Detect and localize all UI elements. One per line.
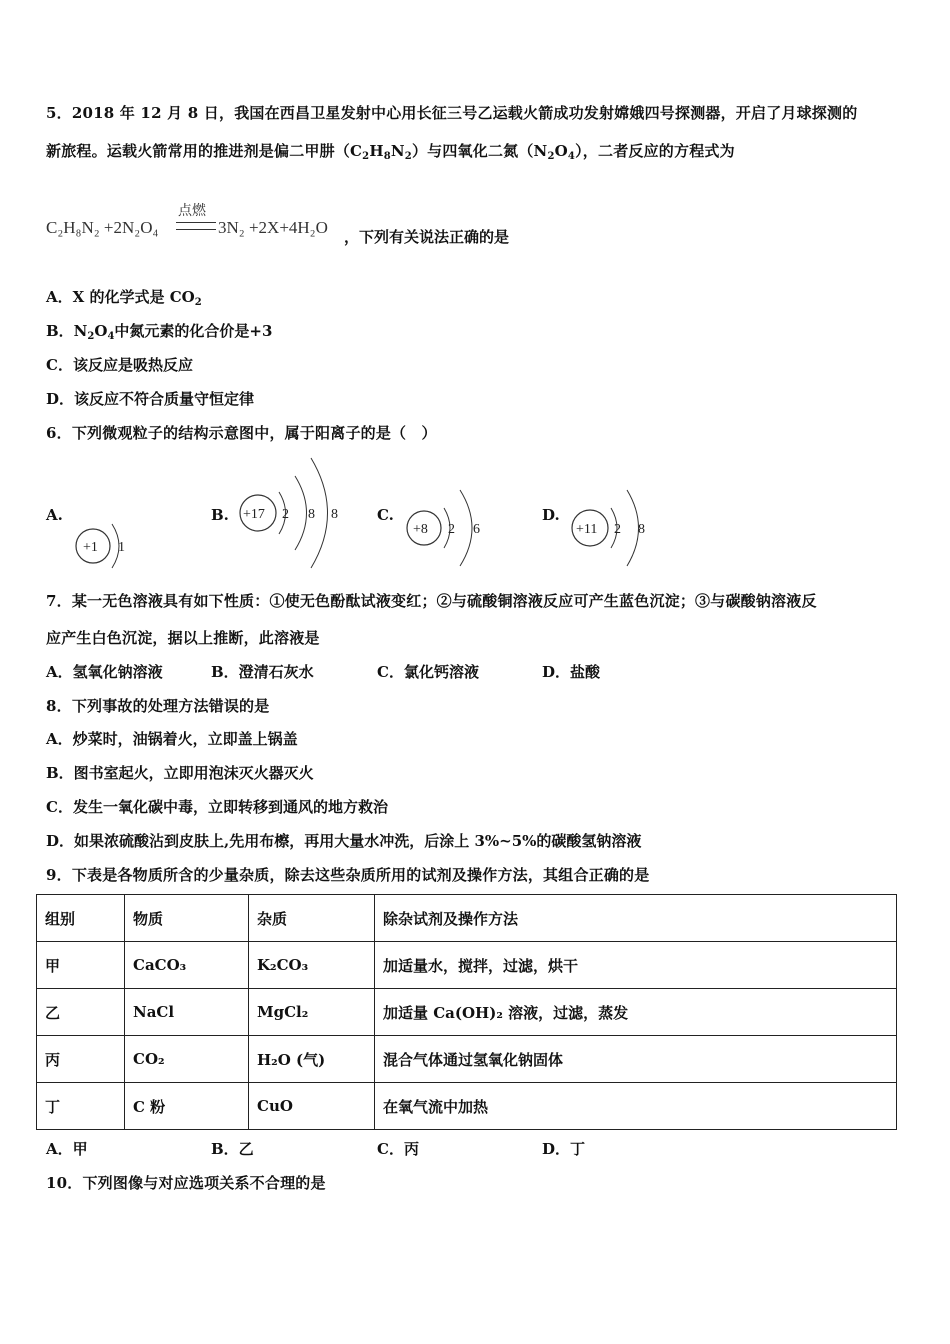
- table-header-row: [37, 895, 897, 942]
- table-row: [37, 989, 897, 1036]
- q9-option-b: B．乙: [211, 1140, 254, 1158]
- table-cell: CaCO₃: [125, 942, 249, 989]
- table-cell: 在氧气流中加热: [375, 1083, 897, 1130]
- table-cell: 加适量 Ca(OH)₂ 溶液，过滤，蒸发: [375, 989, 897, 1036]
- q6-label-d: D.: [542, 506, 560, 524]
- q7-option-c: C．氯化钙溶液: [377, 663, 479, 681]
- atom-c-nucleus: +8: [413, 522, 428, 537]
- q8-stem: 8．下列事故的处理方法错误的是: [46, 697, 270, 715]
- table-cell: MgCl₂: [249, 989, 375, 1036]
- table-cell: 丙: [37, 1036, 125, 1083]
- atom-a-shell-1: 1: [118, 540, 125, 555]
- equation-equals-sign: [176, 222, 216, 230]
- q5-option-d: D．该反应不符合质量守恒定律: [46, 390, 255, 408]
- q5-option-c: C．该反应是吸热反应: [46, 356, 193, 374]
- header-substance: 物质: [125, 895, 249, 942]
- atom-b-shell-1: 2: [282, 507, 289, 522]
- table-cell: 甲: [37, 942, 125, 989]
- table-cell: 丁: [37, 1083, 125, 1130]
- q6-stem: 6．下列微观粒子的结构示意图中，属于阳离子的是（ ）: [46, 424, 437, 442]
- table-row: [37, 1083, 897, 1130]
- q7-option-a: A．氢氧化钠溶液: [46, 663, 163, 681]
- atom-diagram-a: [76, 524, 125, 568]
- q6-label-c: C.: [377, 506, 394, 524]
- q9-impurity-table: [36, 894, 897, 1130]
- atom-d-nucleus: +11: [576, 522, 598, 537]
- q8-option-b: B．图书室起火，立即用泡沫灭火器灭火: [46, 764, 314, 782]
- q5-stem-line2: 新旅程。运载火箭常用的推进剂是偏二甲肼$(C_2H_8N_2)$与四氧化二氮$(N_2O_4)$，二者反应的方程式为: [46, 142, 735, 162]
- table-row: [37, 942, 897, 989]
- atom-a-nucleus: +1: [83, 540, 98, 555]
- atom-c-shell-1: 2: [448, 522, 455, 537]
- q9-option-c: C．丙: [377, 1140, 419, 1158]
- atom-b-nucleus: +17: [243, 507, 265, 522]
- table-cell: CO₂: [125, 1036, 249, 1083]
- atom-c-shell-2: 6: [473, 522, 480, 537]
- table-cell: NaCl: [125, 989, 249, 1036]
- q7-option-b: B．澄清石灰水: [211, 663, 314, 681]
- table-row: [37, 1036, 897, 1083]
- table-cell: K₂CO₃: [249, 942, 375, 989]
- table-cell: 混合气体通过氢氧化钠固体: [375, 1036, 897, 1083]
- table-cell: CuO: [249, 1083, 375, 1130]
- q7-stem-line1: 7．某一无色溶液具有如下性质：①使无色酚酞试液变红；②与硫酸铜溶液反应可产生蓝色沉淀；③与碳酸钠溶液反: [46, 592, 817, 610]
- q8-option-a: A．炒菜时，油锅着火，立即盖上锅盖: [46, 730, 298, 748]
- equation-reactants: C₂H₈N₂ +2N₂O₄: [46, 218, 159, 237]
- atom-diagram-d: [572, 490, 645, 566]
- atom-b-shell-3: 8: [331, 507, 338, 522]
- table-cell: 加适量水，搅拌，过滤，烘干: [375, 942, 897, 989]
- q5-equation-tail: ，下列有关说法正确的是: [344, 228, 510, 246]
- q5-option-a: A．X 的化学式是 $CO_2$: [46, 288, 202, 308]
- q10-stem: 10．下列图像与对应选项关系不合理的是: [46, 1174, 326, 1192]
- atom-diagram-c: [407, 490, 480, 566]
- table-cell: H₂O (气): [249, 1036, 375, 1083]
- equation-condition: 点燃: [178, 203, 206, 219]
- atom-d-shell-1: 2: [614, 522, 621, 537]
- header-group: 组别: [37, 895, 125, 942]
- q9-stem: 9．下表是各物质所含的少量杂质，除去这些杂质所用的试剂及操作方法，其组合正确的是: [46, 866, 650, 884]
- q6-label-b: B.: [211, 506, 229, 524]
- atom-diagram-b: [240, 458, 338, 568]
- q6-label-a: A.: [46, 506, 63, 524]
- header-impurity: 杂质: [249, 895, 375, 942]
- q5-stem-line1: 5．2018 年 12 月 8 日，我国在西昌卫星发射中心用长征三号乙运载火箭成功发射嫦娥四号探测器，开启了月球探测的: [46, 104, 858, 122]
- q5-equation: [46, 200, 926, 244]
- q8-option-d: D．如果浓硫酸沾到皮肤上,先用布檫，再用大量水冲洗，后涂上 3%~5%的碳酸氢钠溶液: [46, 832, 642, 850]
- header-method: 除杂试剂及操作方法: [375, 895, 897, 942]
- q8-option-c: C．发生一氧化碳中毒，立即转移到通风的地方救治: [46, 798, 388, 816]
- table-cell: 乙: [37, 989, 125, 1036]
- table-cell: C 粉: [125, 1083, 249, 1130]
- q5-option-b: B．$N_2O_4$中氮元素的化合价是+3: [46, 322, 273, 342]
- atom-d-shell-2: 8: [638, 522, 645, 537]
- equation-products: 3N₂ +2X+4H₂O: [218, 218, 328, 237]
- atom-b-shell-2: 8: [308, 507, 315, 522]
- q9-option-d: D．丁: [542, 1140, 586, 1158]
- q9-option-a: A．甲: [46, 1140, 88, 1158]
- q7-stem-line2: 应产生白色沉淀，据以上推断，此溶液是: [46, 629, 320, 647]
- q7-option-d: D．盐酸: [542, 663, 601, 681]
- q6-atom-diagrams: [0, 440, 950, 580]
